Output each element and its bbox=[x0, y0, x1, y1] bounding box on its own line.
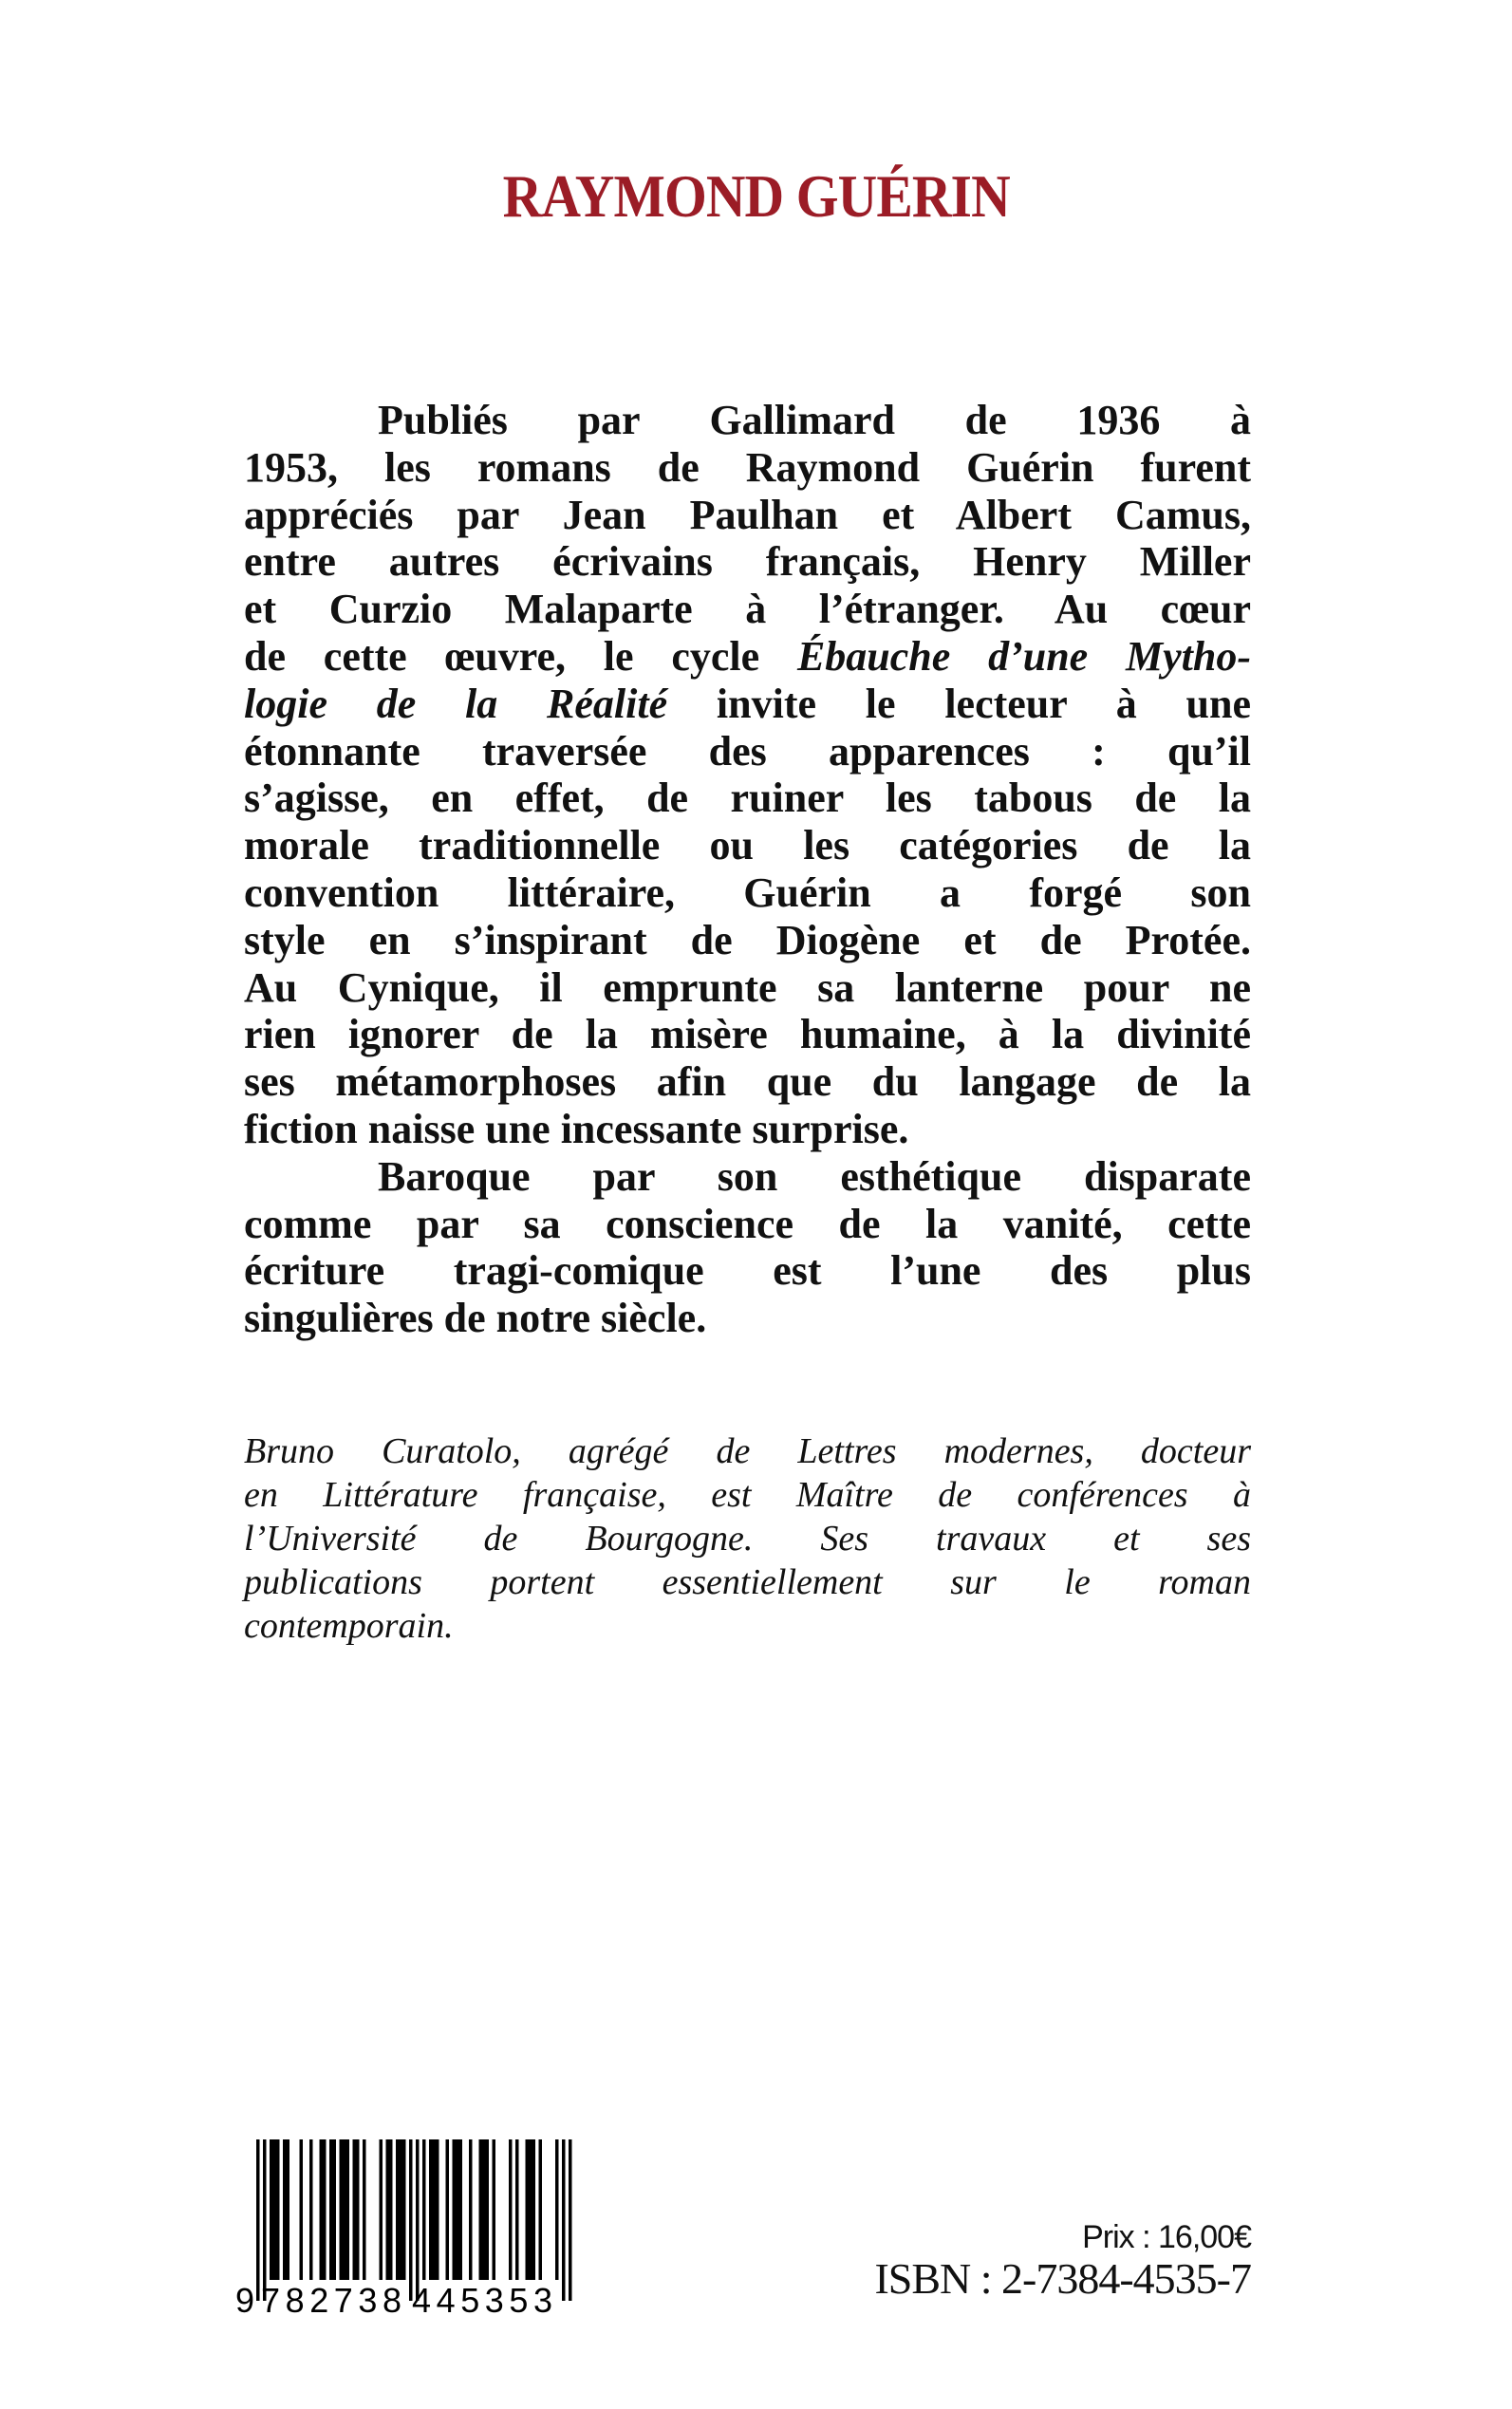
barcode-bar bbox=[276, 2139, 280, 2280]
isbn-barcode bbox=[235, 2139, 577, 2320]
text-segment: comme par sa conscience de la vanité, cette bbox=[244, 1200, 1251, 1247]
barcode-bar bbox=[416, 2139, 420, 2301]
barcode-bars bbox=[256, 2139, 572, 2301]
barcode-bar bbox=[526, 2139, 530, 2280]
blurb-line bbox=[244, 633, 1251, 681]
barcode-left-digits: 782738 bbox=[261, 2281, 401, 2320]
barcode-bar bbox=[555, 2139, 559, 2280]
text-segment: convention littéraire, Guérin a forgé son bbox=[244, 868, 1251, 916]
text-segment: s’agisse, en effet, de ruiner les tabous de la bbox=[244, 775, 1251, 822]
text-segment: entre autres écrivains français, Henry Miller bbox=[244, 538, 1251, 586]
text-segment: ses métamorphoses afin que du langage de la bbox=[244, 1058, 1251, 1106]
barcode-bar bbox=[333, 2139, 337, 2280]
barcode-bar bbox=[256, 2139, 260, 2301]
author-title-text: RAYMOND GUÉRIN bbox=[502, 162, 1010, 230]
blurb-line bbox=[244, 1106, 1251, 1153]
blurb-line bbox=[244, 1058, 1251, 1106]
barcode-bar bbox=[532, 2139, 536, 2280]
barcode-bar bbox=[479, 2139, 483, 2280]
blurb-line bbox=[244, 917, 1251, 964]
text-segment: Publiés par Gallimard de 1936 à bbox=[378, 397, 1251, 443]
barcode-bar bbox=[409, 2139, 413, 2301]
text-segment: invite le lecteur à une bbox=[667, 680, 1252, 727]
barcode-bar bbox=[270, 2139, 273, 2280]
blurb-line bbox=[244, 397, 1251, 444]
blurb-line bbox=[244, 728, 1251, 775]
text-segment: morale traditionnelle ou les catégories de la bbox=[244, 822, 1251, 869]
barcode-bar bbox=[402, 2139, 406, 2280]
blurb-line bbox=[244, 869, 1251, 917]
barcode-bar bbox=[422, 2139, 426, 2280]
author-bio bbox=[244, 1429, 1251, 1648]
barcode-bar bbox=[456, 2139, 459, 2280]
barcode-bar bbox=[539, 2139, 543, 2280]
barcode-bar bbox=[529, 2139, 532, 2280]
blurb-line bbox=[244, 538, 1251, 586]
barcode-bar bbox=[287, 2139, 290, 2280]
barcode-bar bbox=[386, 2139, 390, 2280]
isbn: ISBN : 2-7384-4535-7 bbox=[874, 2254, 1251, 2303]
barcode-bar bbox=[459, 2139, 463, 2280]
text-segment: fiction naisse une incessante surprise. bbox=[244, 1105, 909, 1152]
text-segment: Au Cynique, il emprunte sa lanterne pour ne bbox=[244, 963, 1251, 1011]
text-segment: écriture tragi-comique est l’une des plus bbox=[244, 1247, 1251, 1295]
barcode-bar bbox=[343, 2139, 346, 2280]
text-segment: de cette œuvre, le cycle bbox=[244, 632, 797, 680]
bio-line: contemporain. bbox=[244, 1606, 454, 1646]
barcode-bar bbox=[273, 2139, 277, 2280]
barcode-bar bbox=[486, 2139, 490, 2280]
text-segment: rien ignorer de la misère humaine, à la divinité bbox=[244, 1011, 1251, 1058]
barcode-bar bbox=[283, 2139, 287, 2280]
text-segment: 1953, les romans de Raymond Guérin furent bbox=[244, 443, 1251, 491]
barcode-bar bbox=[400, 2139, 403, 2280]
bio-line: l’Université de Bourgogne. Ses travaux et ses bbox=[244, 1519, 1251, 1559]
barcode-bar bbox=[446, 2139, 450, 2280]
blurb-line bbox=[244, 1011, 1251, 1058]
barcode-bar bbox=[340, 2139, 344, 2280]
barcode-bar bbox=[562, 2139, 566, 2301]
barcode-first-digit: 9 bbox=[235, 2281, 255, 2320]
bio-line: publications portent essentiellement sur le roman bbox=[244, 1562, 1251, 1602]
blurb-line bbox=[244, 775, 1251, 822]
blurb-line bbox=[244, 1201, 1251, 1248]
blurb-line bbox=[244, 1295, 1251, 1342]
barcode-bar bbox=[389, 2139, 393, 2280]
barcode-bar bbox=[453, 2139, 457, 2280]
price: Prix : 16,00€ bbox=[1082, 2219, 1251, 2255]
barcode-bar bbox=[329, 2139, 333, 2280]
text-segment: singulières de notre siècle. bbox=[244, 1295, 707, 1342]
blurb-line bbox=[244, 1153, 1251, 1201]
text-segment: style en s’inspirant de Diogène et de Protée. bbox=[244, 916, 1251, 963]
barcode-bar bbox=[493, 2139, 496, 2280]
barcode-bar bbox=[482, 2139, 486, 2280]
barcode-bar bbox=[509, 2139, 513, 2280]
text-segment: étonnante traversée des apparences : qu’il bbox=[244, 727, 1251, 775]
blurb-line bbox=[244, 681, 1251, 728]
bio-line: en Littérature française, est Maître de conférences à bbox=[244, 1475, 1251, 1515]
barcode-bar bbox=[433, 2139, 437, 2280]
barcode-bar bbox=[363, 2139, 366, 2280]
barcode-bar bbox=[380, 2139, 383, 2280]
barcode-bar bbox=[356, 2139, 360, 2280]
blurb-line bbox=[244, 964, 1251, 1012]
barcode-bar bbox=[320, 2139, 324, 2280]
barcode-bar bbox=[300, 2139, 304, 2280]
barcode-bar bbox=[309, 2139, 313, 2280]
italic-title-segment: logie de la Réalité bbox=[244, 680, 668, 727]
barcode-bar bbox=[263, 2139, 267, 2301]
barcode-bar bbox=[569, 2139, 572, 2301]
bio-line: Bruno Curatolo, agrégé de Lettres modernes, docteur bbox=[244, 1431, 1251, 1471]
blurb-line bbox=[244, 444, 1251, 492]
blurb-line bbox=[244, 492, 1251, 539]
blurb-text bbox=[244, 397, 1251, 1342]
author-title bbox=[0, 161, 1512, 232]
barcode-bar bbox=[353, 2139, 357, 2280]
text-segment: Baroque par son esthétique disparate bbox=[378, 1152, 1251, 1200]
blurb-line bbox=[244, 822, 1251, 869]
barcode-bar bbox=[396, 2139, 400, 2280]
blurb-line bbox=[244, 1247, 1251, 1295]
barcode-right-digits: 445353 bbox=[412, 2281, 552, 2320]
text-segment: appréciés par Jean Paulhan et Albert Camus, bbox=[244, 491, 1251, 538]
italic-title-segment: Ébauche d’une Mytho- bbox=[796, 632, 1251, 680]
barcode-bar bbox=[346, 2139, 350, 2280]
barcode-bar bbox=[429, 2139, 433, 2280]
barcode-bar bbox=[436, 2139, 439, 2280]
barcode-bar bbox=[515, 2139, 519, 2280]
blurb-line bbox=[244, 586, 1251, 633]
barcode-bar bbox=[323, 2139, 327, 2280]
barcode-bar bbox=[469, 2139, 473, 2280]
text-segment: et Curzio Malaparte à l’étranger. Au cœur bbox=[244, 586, 1251, 633]
